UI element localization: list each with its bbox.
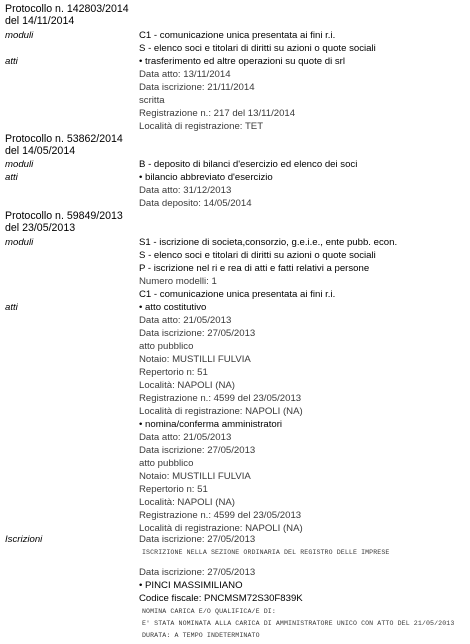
atto-detail: Località: NAPOLI (NA) [139, 497, 235, 508]
atto-detail: Data atto: 21/05/2013 [139, 315, 232, 326]
iscrizione-note: DURATA: A TEMPO INDETERMINATO [142, 632, 260, 639]
iscrizione-date: Data iscrizione: 27/05/2013 [139, 567, 256, 578]
atto-detail: Data iscrizione: 21/11/2014 [139, 82, 255, 93]
atto-detail: Località di registrazione: NAPOLI (NA) [139, 406, 303, 417]
iscrizione-note: NOMINA CARICA E/O QUALIFICA/E DI: [142, 608, 276, 615]
atto-detail: Data atto: 13/11/2014 [139, 69, 231, 80]
modulo-line: S - elenco soci e titolari di diritti su azioni o quote sociali [139, 43, 376, 54]
atto-title: • trasferimento ed altre operazioni su quote di srl [139, 56, 345, 67]
moduli-label: moduli [5, 30, 34, 41]
protocol-number: Protocollo n. 59849/2013 [5, 210, 123, 222]
protocol-number: Protocollo n. 53862/2014 [5, 133, 123, 145]
atto-detail: atto pubblico [139, 458, 194, 469]
protocol-date: del 23/05/2013 [5, 222, 76, 234]
atto-detail: Località: NAPOLI (NA) [139, 380, 235, 391]
modulo-line: C1 - comunicazione unica presentata ai fini r.i. [139, 289, 336, 300]
atto-detail: Località di registrazione: NAPOLI (NA) [139, 523, 303, 534]
atto-detail: Registrazione n.: 4599 del 23/05/2013 [139, 393, 302, 404]
person-name: • PINCI MASSIMILIANO [139, 580, 243, 591]
atto-detail: Località di registrazione: TET [139, 121, 264, 132]
modulo-count: Numero modelli: 1 [139, 276, 217, 287]
atto-detail: scritta [139, 95, 165, 106]
atti-label: atti [5, 56, 18, 67]
modulo-line: P - iscrizione nel ri e rea di atti e fatti relativi a persone [139, 263, 370, 274]
modulo-line: B - deposito di bilanci d'esercizio ed elenco dei soci [139, 159, 358, 170]
iscrizione-date: Data iscrizione: 27/05/2013 [139, 534, 256, 545]
atto-title: • nomina/conferma amministratori [139, 419, 283, 430]
atto-detail: Data atto: 31/12/2013 [139, 185, 232, 196]
modulo-line: S - elenco soci e titolari di diritti su azioni o quote sociali [139, 250, 376, 261]
atto-detail: Data iscrizione: 27/05/2013 [139, 328, 256, 339]
atto-detail: Repertorio n: 51 [139, 484, 208, 495]
atto-detail: Notaio: MUSTILLI FULVIA [139, 354, 251, 365]
atto-detail: Data iscrizione: 27/05/2013 [139, 445, 256, 456]
atto-title: • atto costitutivo [139, 302, 207, 313]
iscrizione-note: E' STATA NOMINATA ALLA CARICA DI AMMINISTRATORE UNICO CON ATTO DEL 21/05/2013 [142, 620, 455, 627]
atto-detail: Data deposito: 14/05/2014 [139, 198, 252, 209]
protocol-date: del 14/11/2014 [5, 15, 75, 27]
atto-detail: Registrazione n.: 217 del 13/11/2014 [139, 108, 296, 119]
atto-detail: Registrazione n.: 4599 del 23/05/2013 [139, 510, 302, 521]
iscrizione-note: ISCRIZIONE NELLA SEZIONE ORDINARIA DEL REGISTRO DELLE IMPRESE [142, 549, 390, 556]
fiscal-code: Codice fiscale: PNCMSM72S30F839K [139, 593, 303, 604]
protocol-date: del 14/05/2014 [5, 145, 76, 157]
moduli-label: moduli [5, 159, 34, 170]
iscrizioni-label: Iscrizioni [5, 534, 43, 545]
modulo-line: S1 - iscrizione di societa,consorzio, g.e.i.e., ente pubb. econ. [139, 237, 398, 248]
atto-title: • bilancio abbreviato d'esercizio [139, 172, 273, 183]
moduli-label: moduli [5, 237, 34, 248]
atti-label: atti [5, 302, 18, 313]
atto-detail: atto pubblico [139, 341, 194, 352]
modulo-line: C1 - comunicazione unica presentata ai fini r.i. [139, 30, 336, 41]
atto-detail: Repertorio n: 51 [139, 367, 208, 378]
atti-label: atti [5, 172, 18, 183]
atto-detail: Notaio: MUSTILLI FULVIA [139, 471, 251, 482]
protocol-number: Protocollo n. 142803/2014 [5, 3, 129, 15]
atto-detail: Data atto: 21/05/2013 [139, 432, 232, 443]
